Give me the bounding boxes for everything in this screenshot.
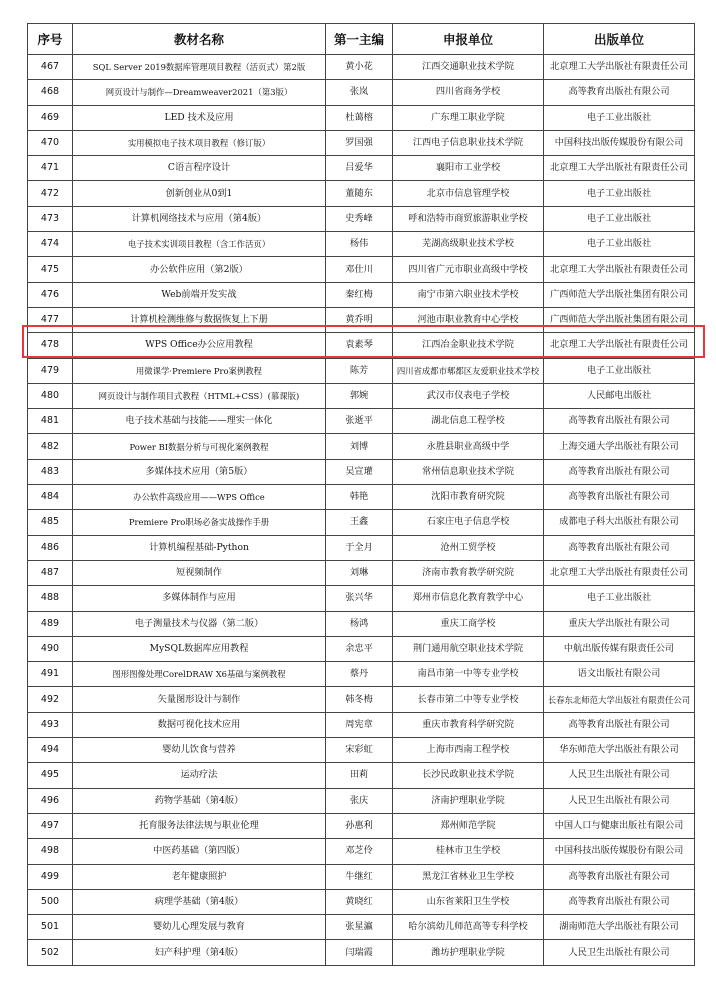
chief-editor: 田莉	[326, 763, 393, 788]
book-title: Web前端开发实战	[73, 282, 326, 307]
chief-editor: 蔡丹	[326, 662, 393, 687]
publisher: 高等教育出版社有限公司	[544, 459, 695, 484]
chief-editor: 孙惠利	[326, 813, 393, 838]
chief-editor: 罗国强	[326, 130, 393, 155]
row-index: 477	[28, 307, 73, 332]
publisher: 中国人口与健康出版社有限公司	[544, 813, 695, 838]
table-row	[28, 687, 695, 712]
publisher: 中国科技出版传媒股份有限公司	[544, 130, 695, 155]
publisher: 语文出版社有限公司	[544, 662, 695, 687]
table-row	[28, 485, 695, 510]
table-row	[28, 839, 695, 864]
table-row	[28, 383, 695, 408]
applicant-unit: 四川省成都市郫都区友爱职业技术学校	[393, 358, 544, 383]
chief-editor: 王鑫	[326, 510, 393, 535]
publisher: 广西师范大学出版社集团有限公司	[544, 282, 695, 307]
applicant-unit: 北京市信息管理学校	[393, 181, 544, 206]
applicant-unit: 永胜县职业高级中学	[393, 434, 544, 459]
applicant-unit: 江西冶金职业技术学院	[393, 333, 544, 358]
publisher: 电子工业出版社	[544, 181, 695, 206]
chief-editor: 董随东	[326, 181, 393, 206]
header-editor: 第一主编	[326, 24, 393, 55]
applicant-unit: 常州信息职业技术学院	[393, 459, 544, 484]
publisher: 北京理工大学出版社有限责任公司	[544, 257, 695, 282]
row-index: 486	[28, 535, 73, 560]
chief-editor: 秦红梅	[326, 282, 393, 307]
table-row	[28, 409, 695, 434]
publisher: 高等教育出版社有限公司	[544, 80, 695, 105]
table-row	[28, 940, 695, 965]
chief-editor: 周宪章	[326, 712, 393, 737]
publisher: 北京理工大学出版社有限责任公司	[544, 560, 695, 585]
table-row	[28, 510, 695, 535]
row-index: 468	[28, 80, 73, 105]
table-row	[28, 864, 695, 889]
row-index: 476	[28, 282, 73, 307]
book-title: 计算机编程基础-Python	[73, 535, 326, 560]
chief-editor: 张星瀛	[326, 915, 393, 940]
table-row	[28, 738, 695, 763]
book-title: Power BI数据分析与可视化案例教程	[73, 434, 326, 459]
row-index: 478	[28, 333, 73, 358]
row-index: 497	[28, 813, 73, 838]
applicant-unit: 济南市教育教学研究院	[393, 560, 544, 585]
chief-editor: 刘博	[326, 434, 393, 459]
row-index: 480	[28, 383, 73, 408]
publisher: 华东师范大学出版社有限公司	[544, 738, 695, 763]
chief-editor: 袁素琴	[326, 333, 393, 358]
book-title: 实用模拟电子技术项目教程（修订版）	[73, 130, 326, 155]
publisher: 电子工业出版社	[544, 232, 695, 257]
chief-editor: 黄小花	[326, 55, 393, 80]
row-index: 475	[28, 257, 73, 282]
row-index: 483	[28, 459, 73, 484]
chief-editor: 黄晓红	[326, 889, 393, 914]
applicant-unit: 四川省广元市职业高级中学校	[393, 257, 544, 282]
textbook-table	[27, 23, 695, 966]
row-index: 501	[28, 915, 73, 940]
publisher: 高等教育出版社有限公司	[544, 712, 695, 737]
applicant-unit: 郑州师范学院	[393, 813, 544, 838]
book-title: 短视频制作	[73, 560, 326, 585]
chief-editor: 于全月	[326, 535, 393, 560]
applicant-unit: 沧州工贸学校	[393, 535, 544, 560]
book-title: C语言程序设计	[73, 156, 326, 181]
publisher: 广西师范大学出版社集团有限公司	[544, 307, 695, 332]
header-publisher: 出版单位	[544, 24, 695, 55]
table-row	[28, 889, 695, 914]
applicant-unit: 江西交通职业技术学院	[393, 55, 544, 80]
book-title: SQL Server 2019数据库管理项目教程（活页式）第2版	[73, 55, 326, 80]
publisher: 北京理工大学出版社有限责任公司	[544, 333, 695, 358]
book-title: 办公软件高级应用——WPS Office	[73, 485, 326, 510]
publisher: 电子工业出版社	[544, 358, 695, 383]
publisher: 湖南师范大学出版社有限公司	[544, 915, 695, 940]
applicant-unit: 石家庄电子信息学校	[393, 510, 544, 535]
applicant-unit: 南昌市第一中等专业学校	[393, 662, 544, 687]
book-title: 老年健康照护	[73, 864, 326, 889]
chief-editor: 韩艳	[326, 485, 393, 510]
table-row	[28, 105, 695, 130]
book-title: 计算机网络技术与应用（第4版）	[73, 206, 326, 231]
row-index: 470	[28, 130, 73, 155]
book-title: 用微课学·Premiere Pro案例教程	[73, 358, 326, 383]
chief-editor: 杨鸿	[326, 611, 393, 636]
applicant-unit: 呼和浩特市商贸旅游职业学校	[393, 206, 544, 231]
table-row	[28, 307, 695, 332]
table-row	[28, 232, 695, 257]
publisher: 中航出版传媒有限责任公司	[544, 636, 695, 661]
row-index: 500	[28, 889, 73, 914]
table-row	[28, 915, 695, 940]
applicant-unit: 重庆工商学校	[393, 611, 544, 636]
applicant-unit: 哈尔滨幼儿师范高等专科学校	[393, 915, 544, 940]
book-title: 病理学基础（第4版）	[73, 889, 326, 914]
applicant-unit: 沈阳市教育研究院	[393, 485, 544, 510]
applicant-unit: 荆门通用航空职业技术学院	[393, 636, 544, 661]
applicant-unit: 郑州市信息化教育教学中心	[393, 586, 544, 611]
chief-editor: 史秀峰	[326, 206, 393, 231]
book-title: LED 技术及应用	[73, 105, 326, 130]
book-title: 数据可视化技术应用	[73, 712, 326, 737]
table-row	[28, 788, 695, 813]
chief-editor: 张岚	[326, 80, 393, 105]
book-title: 婴幼儿心理发展与教育	[73, 915, 326, 940]
row-index: 489	[28, 611, 73, 636]
chief-editor: 黄乔明	[326, 307, 393, 332]
table-row	[28, 611, 695, 636]
applicant-unit: 襄阳市工业学校	[393, 156, 544, 181]
publisher: 电子工业出版社	[544, 206, 695, 231]
table-row	[28, 181, 695, 206]
publisher: 长春东北师范大学出版社有限责任公司	[544, 687, 695, 712]
applicant-unit: 长春市第二中等专业学校	[393, 687, 544, 712]
book-title: 办公软件应用（第2版）	[73, 257, 326, 282]
book-title: 矢量图形设计与制作	[73, 687, 326, 712]
book-title: 网页设计与制作项目式教程（HTML+CSS）(慕课版)	[73, 383, 326, 408]
applicant-unit: 黑龙江省林业卫生学校	[393, 864, 544, 889]
publisher: 中国科技出版传媒股份有限公司	[544, 839, 695, 864]
row-index: 471	[28, 156, 73, 181]
chief-editor: 吕爱华	[326, 156, 393, 181]
row-index: 502	[28, 940, 73, 965]
chief-editor: 韩冬梅	[326, 687, 393, 712]
publisher: 高等教育出版社有限公司	[544, 864, 695, 889]
row-index: 494	[28, 738, 73, 763]
book-title: 妇产科护理（第4版）	[73, 940, 326, 965]
table-row	[28, 130, 695, 155]
chief-editor: 张逝平	[326, 409, 393, 434]
row-index: 473	[28, 206, 73, 231]
publisher: 人民卫生出版社有限公司	[544, 940, 695, 965]
chief-editor: 吴宣瓘	[326, 459, 393, 484]
header-title: 教材名称	[73, 24, 326, 55]
table-row	[28, 257, 695, 282]
table-row	[28, 459, 695, 484]
table-row	[28, 80, 695, 105]
applicant-unit: 湖北信息工程学校	[393, 409, 544, 434]
row-index: 481	[28, 409, 73, 434]
chief-editor: 邓仕川	[326, 257, 393, 282]
row-index: 474	[28, 232, 73, 257]
applicant-unit: 河池市职业教育中心学校	[393, 307, 544, 332]
table-header-row	[28, 24, 695, 55]
table-row	[28, 55, 695, 80]
book-title: 药物学基础（第4版）	[73, 788, 326, 813]
table-row	[28, 560, 695, 585]
row-index: 482	[28, 434, 73, 459]
book-title: 电子技术实训项目教程（含工作活页）	[73, 232, 326, 257]
row-index: 492	[28, 687, 73, 712]
table-body	[28, 55, 695, 966]
row-index: 491	[28, 662, 73, 687]
chief-editor: 邓芝伶	[326, 839, 393, 864]
applicant-unit: 山东省莱阳卫生学校	[393, 889, 544, 914]
book-title: 托育服务法律法规与职业伦理	[73, 813, 326, 838]
row-index: 487	[28, 560, 73, 585]
chief-editor: 宋彩虹	[326, 738, 393, 763]
book-title: WPS Office办公应用教程	[73, 333, 326, 358]
row-index: 469	[28, 105, 73, 130]
publisher: 高等教育出版社有限公司	[544, 409, 695, 434]
table-row	[28, 636, 695, 661]
publisher: 电子工业出版社	[544, 586, 695, 611]
book-title: 多媒体技术应用（第5版）	[73, 459, 326, 484]
row-index: 496	[28, 788, 73, 813]
table-row	[28, 206, 695, 231]
chief-editor: 牛继红	[326, 864, 393, 889]
applicant-unit: 潍坊护理职业学院	[393, 940, 544, 965]
table-row	[28, 763, 695, 788]
applicant-unit: 四川省商务学校	[393, 80, 544, 105]
table-row	[28, 586, 695, 611]
applicant-unit: 长沙民政职业技术学院	[393, 763, 544, 788]
publisher: 高等教育出版社有限公司	[544, 535, 695, 560]
book-title: 婴幼儿饮食与营养	[73, 738, 326, 763]
table-row	[28, 358, 695, 383]
chief-editor: 郭婉	[326, 383, 393, 408]
applicant-unit: 重庆市教育科学研究院	[393, 712, 544, 737]
row-index: 498	[28, 839, 73, 864]
chief-editor: 张庆	[326, 788, 393, 813]
book-title: MySQL数据库应用教程	[73, 636, 326, 661]
applicant-unit: 桂林市卫生学校	[393, 839, 544, 864]
book-title: 运动疗法	[73, 763, 326, 788]
applicant-unit: 南宁市第六职业技术学校	[393, 282, 544, 307]
table-row	[28, 712, 695, 737]
book-title: Premiere Pro职场必备实战操作手册	[73, 510, 326, 535]
table-row	[28, 156, 695, 181]
book-title: 网页设计与制作—Dreamweaver2021（第3版）	[73, 80, 326, 105]
table-row	[28, 282, 695, 307]
table-row	[28, 662, 695, 687]
publisher: 北京理工大学出版社有限责任公司	[544, 156, 695, 181]
book-title: 多媒体制作与应用	[73, 586, 326, 611]
chief-editor: 张兴华	[326, 586, 393, 611]
publisher: 人民卫生出版社有限公司	[544, 763, 695, 788]
row-index: 499	[28, 864, 73, 889]
chief-editor: 余忠平	[326, 636, 393, 661]
publisher: 重庆大学出版社有限公司	[544, 611, 695, 636]
book-title: 中医药基础（第四版）	[73, 839, 326, 864]
publisher: 高等教育出版社有限公司	[544, 485, 695, 510]
row-index: 488	[28, 586, 73, 611]
table-row	[28, 434, 695, 459]
table-row	[28, 333, 695, 358]
applicant-unit: 上海市西南工程学校	[393, 738, 544, 763]
publisher: 人民卫生出版社有限公司	[544, 788, 695, 813]
applicant-unit: 江西电子信息职业技术学院	[393, 130, 544, 155]
chief-editor: 闫瑞霞	[326, 940, 393, 965]
header-index: 序号	[28, 24, 73, 55]
book-title: 创新创业从0到1	[73, 181, 326, 206]
chief-editor: 杜蔼榕	[326, 105, 393, 130]
table-row	[28, 813, 695, 838]
row-index: 467	[28, 55, 73, 80]
publisher: 电子工业出版社	[544, 105, 695, 130]
header-applicant: 申报单位	[393, 24, 544, 55]
row-index: 490	[28, 636, 73, 661]
row-index: 493	[28, 712, 73, 737]
book-title: 计算机检测维修与数据恢复上下册	[73, 307, 326, 332]
book-title: 图形图像处理CorelDRAW X6基础与案例教程	[73, 662, 326, 687]
applicant-unit: 武汉市仪表电子学校	[393, 383, 544, 408]
book-title: 电子技术基础与技能——理实一体化	[73, 409, 326, 434]
chief-editor: 陈芳	[326, 358, 393, 383]
row-index: 479	[28, 358, 73, 383]
row-index: 484	[28, 485, 73, 510]
applicant-unit: 芜湖高级职业技术学校	[393, 232, 544, 257]
row-index: 472	[28, 181, 73, 206]
publisher: 人民邮电出版社	[544, 383, 695, 408]
applicant-unit: 济南护理职业学院	[393, 788, 544, 813]
publisher: 北京理工大学出版社有限责任公司	[544, 55, 695, 80]
chief-editor: 杨伟	[326, 232, 393, 257]
book-title: 电子测量技术与仪器（第二版）	[73, 611, 326, 636]
table-row	[28, 535, 695, 560]
row-index: 495	[28, 763, 73, 788]
publisher: 上海交通大学出版社有限公司	[544, 434, 695, 459]
publisher: 高等教育出版社有限公司	[544, 889, 695, 914]
chief-editor: 刘琳	[326, 560, 393, 585]
applicant-unit: 广东理工职业学院	[393, 105, 544, 130]
publisher: 成都电子科大出版社有限公司	[544, 510, 695, 535]
row-index: 485	[28, 510, 73, 535]
